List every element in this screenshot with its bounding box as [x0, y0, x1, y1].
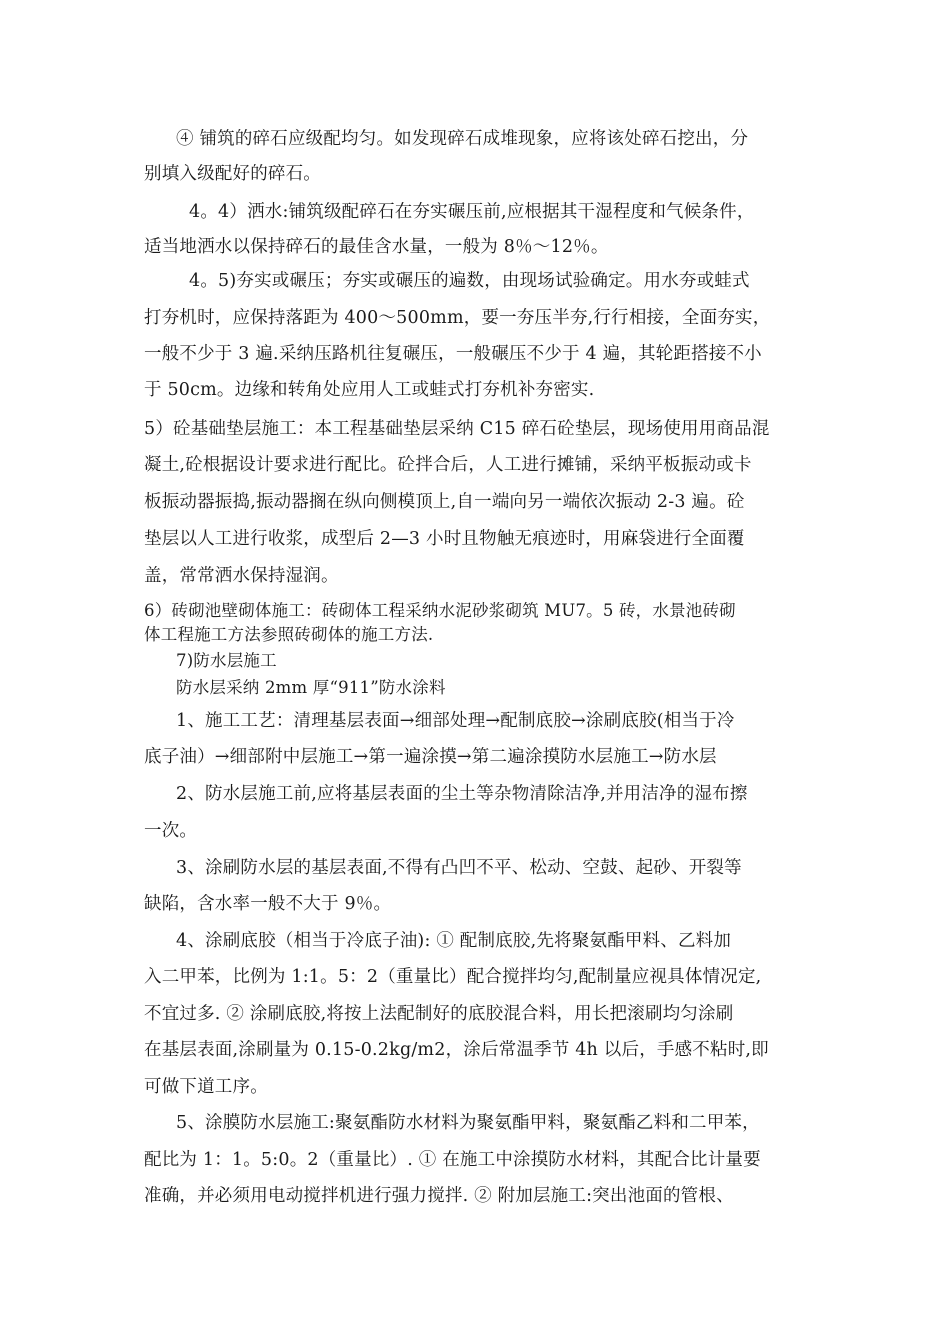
paragraph-line: 在基层表面,涂刷量为 0.15-0.2kg/m2，涂后常温季节 4h 以后，手感不粘时,即	[144, 1040, 769, 1060]
paragraph-line: 6）砖砌池壁砌体施工：砖砌体工程采纳水泥砂浆砌筑 MU7。5 砖，水景池砖砌	[144, 601, 736, 620]
paragraph-line: 防水层采纳 2mm 厚“911”防水涂料	[176, 678, 446, 697]
paragraph-line: 于 50cm。边缘和转角处应用人工或蛙式打夯机补夯密实.	[144, 380, 595, 400]
paragraph-line: 配比为 1：1。5:0。2（重量比）. ① 在施工中涂摸防水材料，其配合比计量要	[144, 1150, 761, 1170]
paragraph-line: 盖，常常洒水保持湿润。	[144, 566, 339, 586]
paragraph-line: 4、涂刷底胶（相当于冷底子油): ① 配制底胶,先将聚氨酯甲料、乙料加	[176, 931, 732, 951]
paragraph-line: 体工程施工方法参照砖砌体的施工方法.	[144, 625, 434, 644]
paragraph-line: 3、涂刷防水层的基层表面,不得有凸凹不平、松动、空鼓、起砂、开裂等	[176, 858, 742, 878]
paragraph-line: ④ 铺筑的碎石应级配均匀。如发现碎石成堆现象，应将该处碎石挖出，分	[176, 129, 749, 149]
paragraph-line: 2、防水层施工前,应将基层表面的尘土等杂物清除洁净,并用洁净的湿布擦	[176, 784, 748, 804]
paragraph-line: 一般不少于 3 遍.采纳压路机往复碾压，一般碾压不少于 4 遍，其轮距搭接不小	[144, 344, 762, 364]
paragraph-line: 一次。	[144, 821, 198, 841]
paragraph-line: 凝土,砼根据设计要求进行配比。砼拌合后，人工进行摊铺，采纳平板振动或卡	[144, 455, 752, 475]
paragraph-line: 不宜过多. ② 涂刷底胶,将按上法配制好的底胶混合料，用长把滚刷均匀涂刷	[144, 1004, 734, 1024]
paragraph-line: 板振动器振捣,振动器搁在纵向侧模顶上,自一端向另一端依次振动 2-3 遍。砼	[144, 492, 745, 512]
paragraph-line: 5）砼基础垫层施工：本工程基础垫层采纳 C15 碎石砼垫层，现场使用用商品混	[144, 419, 770, 439]
paragraph-line: 5、涂膜防水层施工:聚氨酯防水材料为聚氨酯甲料，聚氨酯乙料和二甲苯，	[176, 1113, 760, 1133]
paragraph-line: 入二甲苯，比例为 1:1。5：2（重量比）配合搅拌均匀,配制量应视具体情况定,	[144, 967, 762, 987]
paragraph-line: 4。4）洒水:铺筑级配碎石在夯实碾压前,应根据其干湿程度和气候条件，	[189, 202, 755, 222]
paragraph-line: 别填入级配好的碎石。	[144, 164, 321, 184]
paragraph-line: 可做下道工序。	[144, 1077, 268, 1097]
paragraph-line: 缺陷，含水率一般不大于 9％。	[144, 894, 392, 914]
paragraph-line: 底子油）→细部附中层施工→第一遍涂摸→第二遍涂摸防水层施工→防水层	[144, 747, 717, 767]
paragraph-line: 垫层以人工进行收浆，成型后 2—3 小时且物触无痕迹时，用麻袋进行全面覆	[144, 529, 745, 549]
paragraph-line: 4。5)夯实或碾压；夯实或碾压的遍数，由现场试验确定。用水夯或蛙式	[189, 271, 750, 291]
paragraph-line: 打夯机时，应保持落距为 400～500mm，要一夯压半夯,行行相接，全面夯实，	[144, 308, 771, 328]
paragraph-line: 适当地洒水以保持碎石的最佳含水量，一般为 8％～12％。	[144, 237, 609, 257]
paragraph-line: 1、施工工艺：清理基层表面→细部处理→配制底胶→涂刷底胶(相当于冷	[176, 711, 735, 731]
paragraph-line: 准确，并必须用电动搅拌机进行强力搅拌. ② 附加层施工:突出池面的管根、	[144, 1186, 734, 1206]
section-heading: 7)防水层施工	[176, 651, 277, 670]
